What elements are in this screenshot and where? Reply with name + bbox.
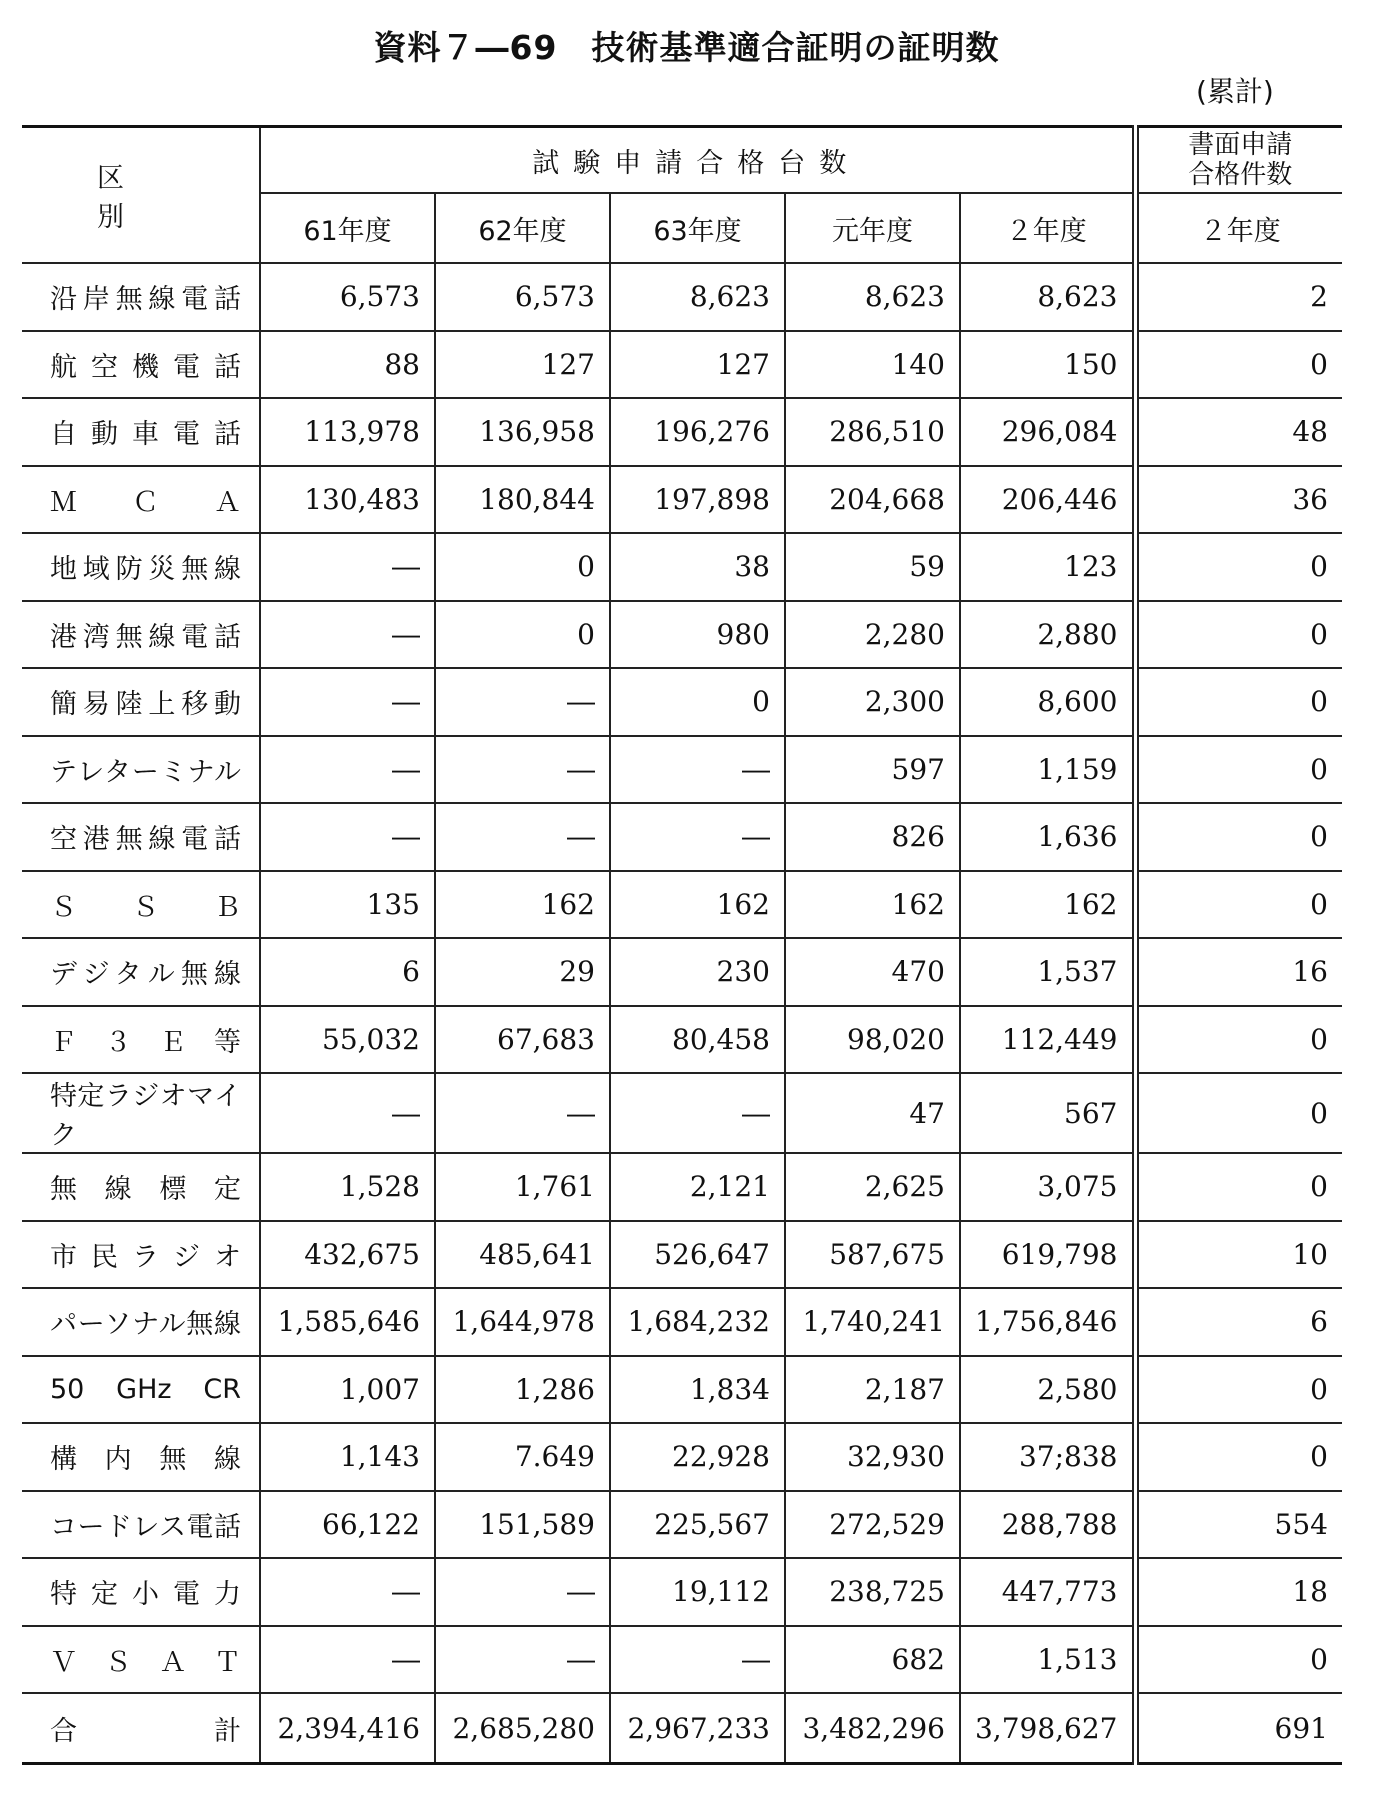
table-row [22, 533, 1342, 601]
test-count-cell: 136,958 [435, 398, 610, 466]
test-count-cell: 3,075 [960, 1153, 1135, 1221]
header-year: 61年度 [260, 193, 435, 263]
test-count-cell: 135 [260, 871, 435, 939]
header-year: ２年度 [960, 193, 1135, 263]
header-year: 元年度 [785, 193, 960, 263]
doc-count-cell: 10 [1135, 1221, 1342, 1289]
test-count-cell: 526,647 [610, 1221, 785, 1289]
test-count-cell: 597 [785, 736, 960, 804]
row-label: ＳＳＢ [22, 871, 260, 939]
row-label: 地域防災無線 [22, 533, 260, 601]
doc-count-cell: 0 [1135, 1423, 1342, 1491]
test-count-cell: 1,684,232 [610, 1288, 785, 1356]
test-count-cell: 2,394,416 [260, 1693, 435, 1764]
row-label: 空港無線電話 [22, 803, 260, 871]
test-count-cell: 2,300 [785, 668, 960, 736]
test-count-cell: 127 [610, 331, 785, 399]
test-count-cell: 22,928 [610, 1423, 785, 1491]
test-count-cell: 1,007 [260, 1356, 435, 1424]
header-category: 区 別 [22, 127, 260, 264]
header-year: 63年度 [610, 193, 785, 263]
test-count-cell: 8,600 [960, 668, 1135, 736]
test-count-cell: 447,773 [960, 1558, 1135, 1626]
doc-count-cell: 18 [1135, 1558, 1342, 1626]
test-count-cell: 8,623 [960, 263, 1135, 331]
row-label: 自動車電話 [22, 398, 260, 466]
unit-note: (累計) [1196, 75, 1274, 108]
table-row [22, 1356, 1342, 1424]
row-label: 航空機電話 [22, 331, 260, 399]
row-label: 港湾無線電話 [22, 601, 260, 669]
test-count-cell: ― [260, 736, 435, 804]
test-count-cell: 6,573 [435, 263, 610, 331]
test-count-cell: 238,725 [785, 1558, 960, 1626]
test-count-cell: 2,187 [785, 1356, 960, 1424]
doc-count-cell: 0 [1135, 668, 1342, 736]
test-count-cell: 2,280 [785, 601, 960, 669]
test-count-cell: 162 [785, 871, 960, 939]
table-row [22, 1558, 1342, 1626]
test-count-cell: 88 [260, 331, 435, 399]
table-row [22, 398, 1342, 466]
test-count-cell: 29 [435, 938, 610, 1006]
test-count-cell: 1,834 [610, 1356, 785, 1424]
test-count-cell: 8,623 [610, 263, 785, 331]
row-label: 沿岸無線電話 [22, 263, 260, 331]
doc-count-cell: 0 [1135, 1073, 1342, 1153]
test-count-cell: 6,573 [260, 263, 435, 331]
test-count-cell: 196,276 [610, 398, 785, 466]
doc-count-cell: 0 [1135, 871, 1342, 939]
test-count-cell: 37;838 [960, 1423, 1135, 1491]
test-count-cell: 2,880 [960, 601, 1135, 669]
test-count-cell: ― [260, 533, 435, 601]
test-count-cell: ― [435, 1626, 610, 1694]
page-title: 資料７―69 技術基準適合証明の証明数 [373, 28, 1000, 67]
table-row [22, 938, 1342, 1006]
doc-count-cell: 691 [1135, 1693, 1342, 1764]
test-count-cell: 2,967,233 [610, 1693, 785, 1764]
test-count-cell: 1,636 [960, 803, 1135, 871]
test-count-cell: 140 [785, 331, 960, 399]
test-count-cell: 180,844 [435, 466, 610, 534]
table-row [22, 331, 1342, 399]
test-count-cell: 0 [435, 533, 610, 601]
test-count-cell: 112,449 [960, 1006, 1135, 1074]
test-count-cell: 470 [785, 938, 960, 1006]
row-label: コードレス電話 [22, 1491, 260, 1559]
test-count-cell: ― [260, 1626, 435, 1694]
table-row [22, 1288, 1342, 1356]
table-row [22, 871, 1342, 939]
table-row [22, 263, 1342, 331]
table-row [22, 601, 1342, 669]
doc-count-cell: 48 [1135, 398, 1342, 466]
test-count-cell: 286,510 [785, 398, 960, 466]
test-count-cell: 6 [260, 938, 435, 1006]
row-label: ＭＣＡ [22, 466, 260, 534]
test-count-cell: 1,585,646 [260, 1288, 435, 1356]
test-count-cell: 2,121 [610, 1153, 785, 1221]
test-count-cell: 1,143 [260, 1423, 435, 1491]
test-count-cell: 38 [610, 533, 785, 601]
row-label: テレターミナル [22, 736, 260, 804]
table-row [22, 1423, 1342, 1491]
row-label: 無線標定 [22, 1153, 260, 1221]
test-count-cell: 619,798 [960, 1221, 1135, 1289]
test-count-cell: 296,084 [960, 398, 1135, 466]
doc-count-cell: 0 [1135, 601, 1342, 669]
table-row [22, 1491, 1342, 1559]
header-year: 62年度 [435, 193, 610, 263]
doc-count-cell: 6 [1135, 1288, 1342, 1356]
test-count-cell: 55,032 [260, 1006, 435, 1074]
doc-count-cell: 0 [1135, 331, 1342, 399]
test-count-cell: 19,112 [610, 1558, 785, 1626]
doc-count-cell: 554 [1135, 1491, 1342, 1559]
test-count-cell: 1,756,846 [960, 1288, 1135, 1356]
test-count-cell: 272,529 [785, 1491, 960, 1559]
test-count-cell: 2,580 [960, 1356, 1135, 1424]
test-count-cell: 32,930 [785, 1423, 960, 1491]
row-label: 特定小電力 [22, 1558, 260, 1626]
test-count-cell: 1,761 [435, 1153, 610, 1221]
test-count-cell: 150 [960, 331, 1135, 399]
test-count-cell: 204,668 [785, 466, 960, 534]
header-doc-year: ２年度 [1135, 193, 1342, 263]
test-count-cell: 980 [610, 601, 785, 669]
test-count-cell: 3,798,627 [960, 1693, 1135, 1764]
test-count-cell: 682 [785, 1626, 960, 1694]
doc-count-cell: 0 [1135, 1153, 1342, 1221]
test-count-cell: 113,978 [260, 398, 435, 466]
test-count-cell: ― [260, 601, 435, 669]
row-label: Ｆ３Ｅ等 [22, 1006, 260, 1074]
test-count-cell: 0 [610, 668, 785, 736]
doc-count-cell: 0 [1135, 1356, 1342, 1424]
doc-count-cell: 0 [1135, 736, 1342, 804]
test-count-cell: ― [260, 668, 435, 736]
doc-count-cell: 0 [1135, 1006, 1342, 1074]
test-count-cell: ― [610, 803, 785, 871]
row-label: 50 GHz CR [22, 1356, 260, 1424]
test-count-cell: 80,458 [610, 1006, 785, 1074]
test-count-cell: 1,644,978 [435, 1288, 610, 1356]
row-label: 特定ラジオマイク [22, 1073, 260, 1153]
test-count-cell: 1,286 [435, 1356, 610, 1424]
test-count-cell: 127 [435, 331, 610, 399]
doc-count-cell: 16 [1135, 938, 1342, 1006]
table-row [22, 1153, 1342, 1221]
test-count-cell: ― [260, 803, 435, 871]
table-row [22, 1221, 1342, 1289]
row-label: デジタル無線 [22, 938, 260, 1006]
test-count-cell: 3,482,296 [785, 1693, 960, 1764]
test-count-cell: ― [435, 1073, 610, 1153]
test-count-cell: 2,685,280 [435, 1693, 610, 1764]
test-count-cell: 162 [960, 871, 1135, 939]
row-label: 市民ラジオ [22, 1221, 260, 1289]
test-count-cell: 162 [435, 871, 610, 939]
test-count-cell: 1,159 [960, 736, 1135, 804]
test-count-cell: 1,513 [960, 1626, 1135, 1694]
test-count-cell: ― [260, 1073, 435, 1153]
test-count-cell: 230 [610, 938, 785, 1006]
test-count-cell: 288,788 [960, 1491, 1135, 1559]
test-count-cell: 826 [785, 803, 960, 871]
test-count-cell: 567 [960, 1073, 1135, 1153]
table-row [22, 1693, 1342, 1764]
table-row [22, 1626, 1342, 1694]
test-count-cell: ― [435, 668, 610, 736]
test-count-cell: 587,675 [785, 1221, 960, 1289]
test-count-cell: 197,898 [610, 466, 785, 534]
test-count-cell: ― [610, 1073, 785, 1153]
test-count-cell: 2,625 [785, 1153, 960, 1221]
test-count-cell: 1,740,241 [785, 1288, 960, 1356]
test-count-cell: 7.649 [435, 1423, 610, 1491]
test-count-cell: ― [435, 1558, 610, 1626]
header-doc-group: 書面申請 合格件数 [1135, 127, 1342, 194]
test-count-cell: ― [610, 736, 785, 804]
test-count-cell: 0 [435, 601, 610, 669]
test-count-cell: ― [435, 803, 610, 871]
row-label: 簡易陸上移動 [22, 668, 260, 736]
test-count-cell: 225,567 [610, 1491, 785, 1559]
test-count-cell: 151,589 [435, 1491, 610, 1559]
table-row [22, 1073, 1342, 1153]
row-label: ＶＳＡＴ [22, 1626, 260, 1694]
table-row [22, 668, 1342, 736]
doc-count-cell: 0 [1135, 803, 1342, 871]
row-label: 合計 [22, 1693, 260, 1764]
test-count-cell: 67,683 [435, 1006, 610, 1074]
doc-count-cell: 0 [1135, 533, 1342, 601]
table-row [22, 1006, 1342, 1074]
test-count-cell: 59 [785, 533, 960, 601]
test-count-cell: 130,483 [260, 466, 435, 534]
test-count-cell: 162 [610, 871, 785, 939]
test-count-cell: 66,122 [260, 1491, 435, 1559]
table-row [22, 736, 1342, 804]
certification-table [22, 125, 1342, 1765]
test-count-cell: 123 [960, 533, 1135, 601]
test-count-cell: 47 [785, 1073, 960, 1153]
doc-count-cell: 2 [1135, 263, 1342, 331]
table-row [22, 466, 1342, 534]
doc-count-cell: 36 [1135, 466, 1342, 534]
test-count-cell: 1,537 [960, 938, 1135, 1006]
test-count-cell: 206,446 [960, 466, 1135, 534]
test-count-cell: 8,623 [785, 263, 960, 331]
table-body [22, 263, 1342, 1764]
row-label: パーソナル無線 [22, 1288, 260, 1356]
test-count-cell: 1,528 [260, 1153, 435, 1221]
test-count-cell: ― [260, 1558, 435, 1626]
test-count-cell: 485,641 [435, 1221, 610, 1289]
header-test-group: 試験申請合格台数 [260, 127, 1135, 194]
test-count-cell: 432,675 [260, 1221, 435, 1289]
row-label: 構内無線 [22, 1423, 260, 1491]
doc-count-cell: 0 [1135, 1626, 1342, 1694]
table-row [22, 803, 1342, 871]
test-count-cell: 98,020 [785, 1006, 960, 1074]
test-count-cell: ― [610, 1626, 785, 1694]
test-count-cell: ― [435, 736, 610, 804]
